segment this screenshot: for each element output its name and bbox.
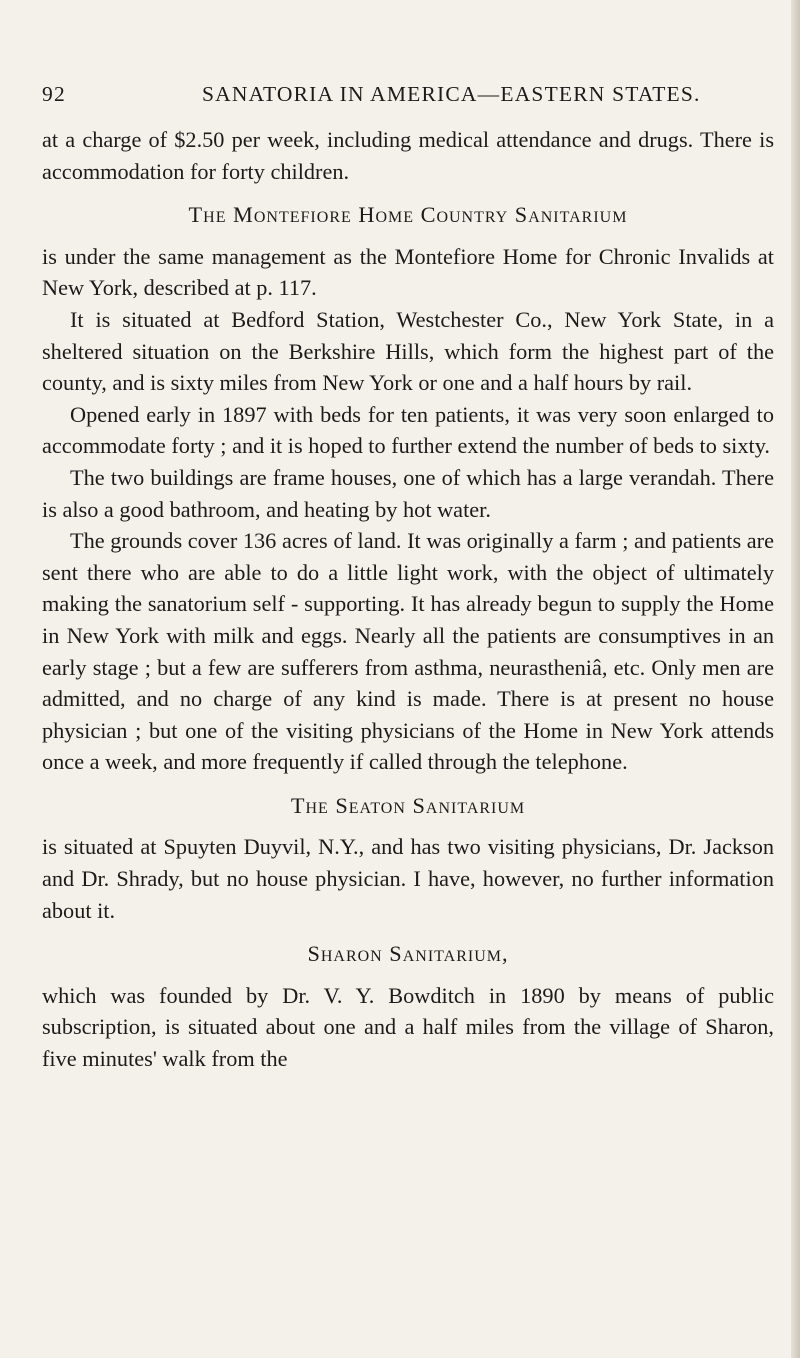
- montefiore-paragraph-3: Opened early in 1897 with beds for ten patients, it was very soon enlarged to accommodate forty ; and it is hoped to further extend the number of beds to sixty.: [42, 401, 774, 459]
- running-title: SANATORIA IN AMERICA—EASTERN STATES.: [202, 82, 701, 106]
- sharon-paragraph: which was founded by Dr. V. Y. Bowditch in 1890 by means of public subscription, is situated about one and a half miles from the village of Sharon, five minutes' walk from the: [42, 982, 774, 1072]
- continued-paragraph: at a charge of $2.50 per week, including medical attendance and drugs. There is accommodation for forty children.: [42, 127, 774, 184]
- book-page: [42, 82, 774, 1075]
- body-text: [42, 124, 774, 1075]
- running-header: [42, 82, 774, 118]
- sharon-heading: Sharon Sanitarium,: [307, 941, 509, 967]
- montefiore-paragraph-4: The two buildings are frame houses, one of which has a large verandah. There is also a good bathroom, and heating by hot water.: [42, 464, 774, 522]
- seaton-paragraph: is situated at Spuyten Duyvil, N.Y., and has two visiting physicians, Dr. Jackson and Dr. Shrady, but no house physician. I have, however, no further information about it.: [42, 834, 774, 923]
- montefiore-heading: The Montefiore Home Country Sanitarium: [188, 202, 628, 228]
- montefiore-paragraph-2: It is situated at Bedford Station, Westchester Co., New York State, in a sheltered situation on the Berkshire Hills, which form the highest part of the county, and is sixty miles from New York or one and a half hours by rail.: [42, 306, 774, 396]
- montefiore-paragraph-1: is under the same management as the Montefiore Home for Chronic Invalids at New York, described at p. 117.: [42, 243, 774, 301]
- montefiore-paragraph-5: The grounds cover 136 acres of land. It was originally a farm ; and patients are sent there who are able to do a little light work, with the object of ultimately making the sanatorium self - supporting. It has already begun to supply the Home in New York with milk and eggs. Nearly all the patients are consumptives in an early stage ; but a few are sufferers from asthma, neurastheniâ, etc. Only men are admitted, and no charge of any kind is made. There is at present no house physician ; but one of the visiting physicians of the Home in New York attends once a week, and more frequently if called through the telephone.: [42, 528, 774, 775]
- page-edge: [791, 0, 800, 1358]
- seaton-heading: The Seaton Sanitarium: [290, 792, 526, 818]
- page-number: 92: [42, 82, 66, 106]
